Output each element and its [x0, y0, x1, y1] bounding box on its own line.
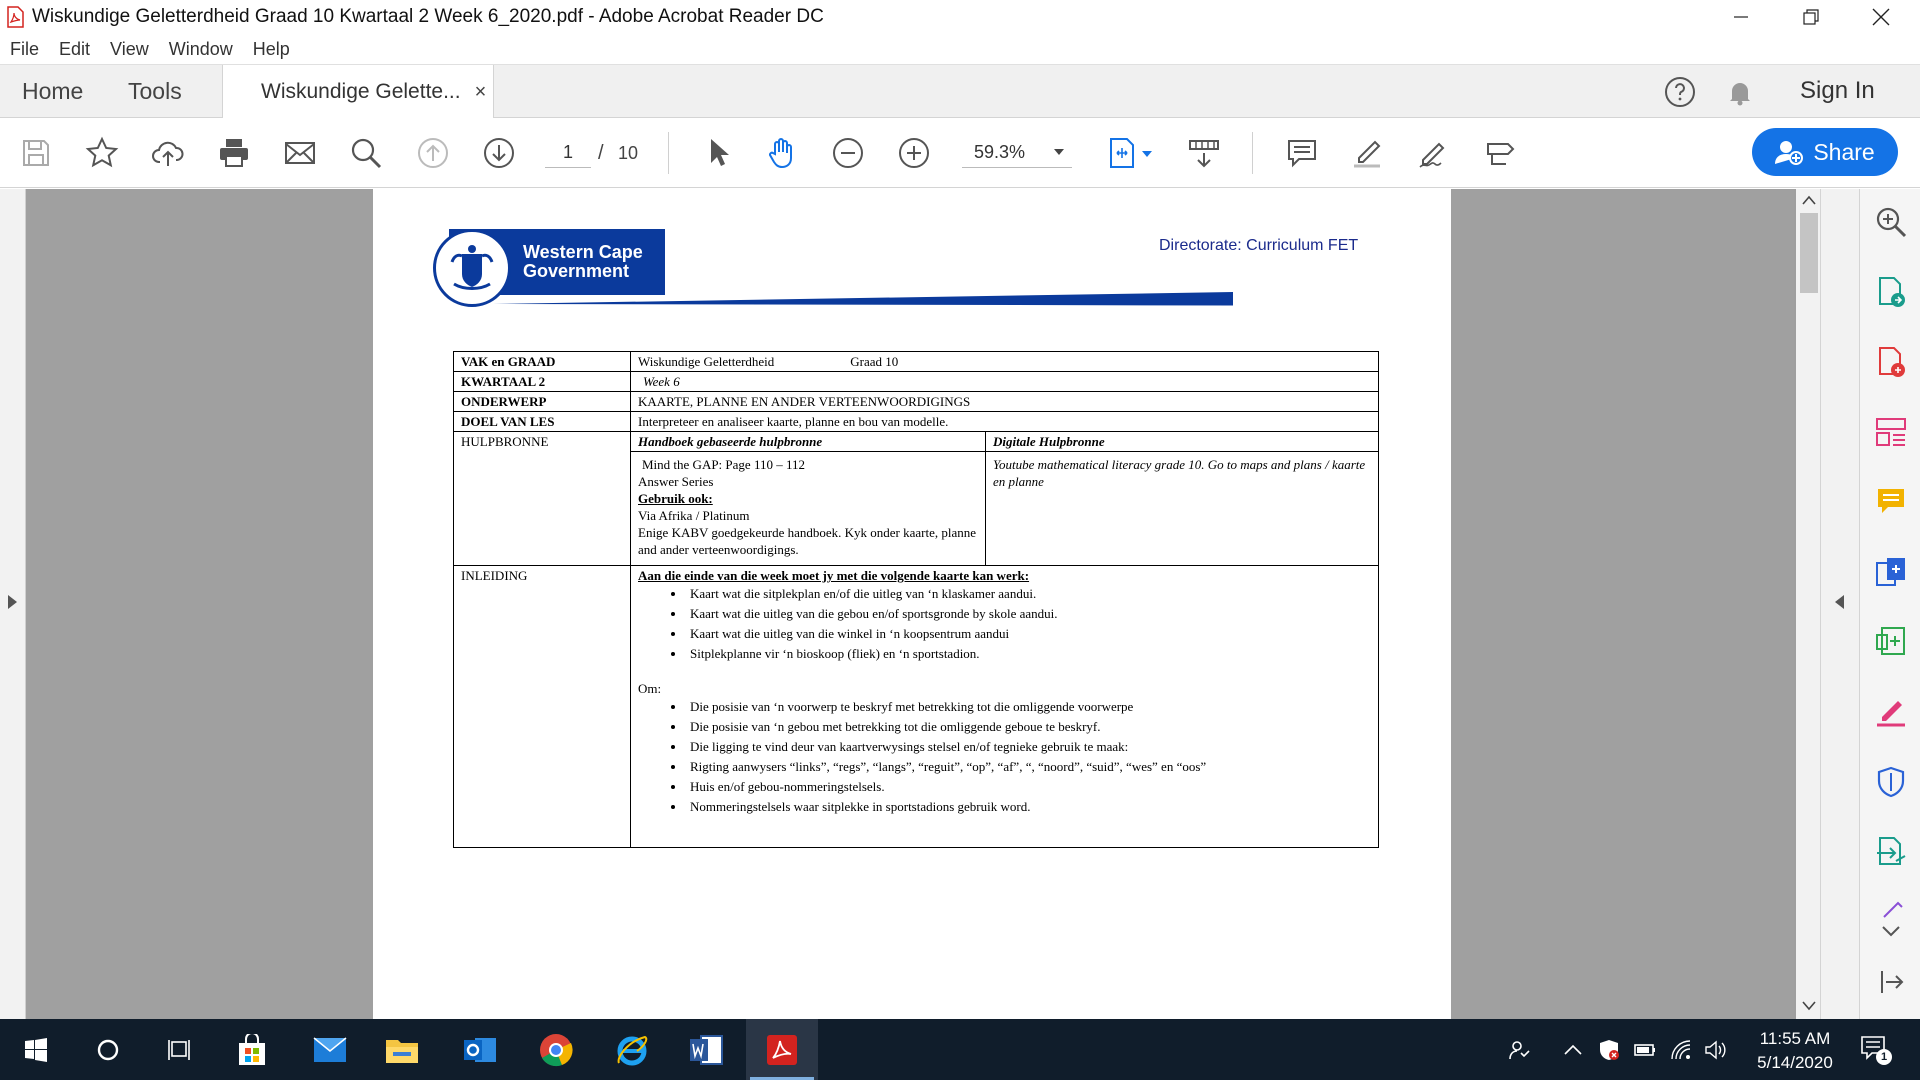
battery-icon[interactable] — [1634, 1039, 1656, 1061]
zoom-level-value: 59.3% — [974, 142, 1026, 162]
list-item: • Huis en/of gebou-nommeringstelsels. — [686, 777, 1371, 797]
hand-tool-button[interactable] — [764, 135, 800, 171]
tools-icon — [1483, 136, 1517, 170]
chrome-icon — [539, 1033, 573, 1067]
combine-files-icon[interactable] — [1874, 555, 1908, 589]
intro-om: Om: — [638, 681, 662, 696]
scroll-up-icon[interactable] — [1800, 191, 1818, 209]
table-row — [454, 566, 1379, 848]
acrobat-app-icon — [6, 6, 24, 28]
search-icon — [349, 136, 383, 170]
arrow-down-circle-icon — [482, 136, 516, 170]
search-button[interactable] — [72, 1019, 144, 1080]
next-page-button[interactable] — [481, 135, 517, 171]
action-center-button[interactable] — [1860, 1035, 1890, 1065]
find-button[interactable] — [348, 135, 384, 171]
map-types-list — [686, 584, 1371, 664]
tab-tools[interactable]: Tools — [128, 78, 182, 104]
document-viewport[interactable] — [0, 189, 1820, 1019]
row-label: DOEL VAN LES — [454, 412, 631, 432]
fit-page-icon — [1105, 136, 1139, 170]
logo-text: Western Cape Government — [523, 242, 643, 281]
table-row — [454, 372, 1379, 392]
windows-taskbar — [0, 1019, 1920, 1080]
collapse-pane-icon[interactable] — [1874, 965, 1908, 999]
zoom-search-icon[interactable] — [1874, 205, 1908, 239]
fit-page-button[interactable] — [1104, 135, 1140, 171]
organize-pages-icon[interactable] — [1874, 415, 1908, 449]
row-label: ONDERWERP — [454, 392, 631, 412]
list-item: • Rigting aanwysers “links”, “regs”, “langs”, “reguit”, “op”, “af”, “, “noord”, “suid”, “wes” en “oos” — [686, 757, 1371, 777]
more-tools-button[interactable] — [1482, 135, 1518, 171]
resources-head-digital: Digitale Hulpbronne — [986, 432, 1379, 452]
zoom-in-button[interactable] — [896, 135, 932, 171]
taskbar-internet-explorer[interactable] — [596, 1019, 668, 1080]
comment-tool-icon[interactable] — [1874, 485, 1908, 519]
toolbar — [0, 118, 1920, 188]
outlook-icon — [463, 1034, 497, 1066]
scroll-down-icon[interactable] — [1800, 997, 1818, 1015]
create-pdf-icon[interactable] — [1874, 345, 1908, 379]
star-icon — [85, 136, 119, 170]
volume-icon[interactable] — [1704, 1039, 1726, 1061]
toolbar-divider — [1252, 132, 1253, 174]
folder-icon — [385, 1036, 419, 1064]
row-label: KWARTAAL 2 — [454, 372, 631, 392]
signature-pen-icon — [1417, 136, 1451, 170]
fit-page-dropdown-icon[interactable] — [1142, 151, 1152, 157]
mail-icon — [313, 1037, 347, 1063]
menu-file[interactable]: File — [10, 38, 40, 59]
row-label: INLEIDING — [454, 566, 631, 848]
table-row — [454, 352, 1379, 372]
upload-button[interactable] — [150, 135, 186, 171]
protect-shield-icon[interactable] — [1874, 765, 1908, 799]
sign-in-link[interactable]: Sign In — [1800, 77, 1875, 104]
sign-button[interactable] — [1416, 135, 1452, 171]
taskbar-store[interactable] — [216, 1019, 288, 1080]
help-icon[interactable] — [1664, 76, 1696, 108]
menu-window[interactable]: Window — [168, 38, 233, 59]
row-label: VAK en GRAAD — [454, 352, 631, 372]
title-bar — [0, 0, 1920, 34]
restore-button[interactable] — [1776, 0, 1846, 34]
minimize-icon — [1733, 9, 1749, 25]
menu-bar — [0, 34, 1920, 64]
save-icon — [19, 136, 53, 170]
wifi-icon[interactable] — [1670, 1039, 1692, 1061]
tab-home[interactable]: Home — [22, 78, 84, 104]
cloud-upload-icon — [151, 136, 185, 170]
taskbar-file-explorer[interactable] — [366, 1019, 438, 1080]
vertical-scrollbar[interactable] — [1796, 189, 1820, 1019]
close-icon — [1872, 8, 1890, 26]
taskbar-outlook[interactable] — [444, 1019, 516, 1080]
taskbar-acrobat[interactable] — [746, 1019, 818, 1080]
right-pane-toggle[interactable] — [1820, 189, 1859, 1019]
share-label: Share — [1813, 138, 1875, 165]
printer-icon — [217, 136, 251, 170]
clock-time: 11:55 AM — [1759, 1029, 1831, 1048]
introduction-content — [631, 566, 1379, 848]
acrobat-reader-icon — [765, 1034, 799, 1066]
share-button[interactable] — [1752, 128, 1898, 176]
arrow-up-circle-icon — [416, 136, 450, 170]
toolbar-divider — [668, 132, 669, 174]
cursor-arrow-icon — [701, 136, 735, 170]
list-item: • Die posisie van ‘n gebou met betrekking tot die omliggende geboue te beskryf. — [686, 717, 1371, 737]
previous-page-button[interactable] — [415, 135, 451, 171]
scrollbar-thumb[interactable] — [1800, 213, 1818, 293]
lesson-table — [453, 351, 1379, 848]
menu-help[interactable]: Help — [252, 38, 290, 59]
comment-icon — [1285, 136, 1319, 170]
minus-circle-icon — [831, 136, 865, 170]
word-icon — [689, 1034, 723, 1066]
plus-circle-icon — [897, 136, 931, 170]
pdf-page — [373, 189, 1451, 1019]
notification-count-badge: 1 — [1876, 1049, 1892, 1065]
close-window-button[interactable] — [1846, 0, 1916, 34]
send-for-review-icon[interactable] — [1874, 835, 1908, 869]
task-view-button[interactable] — [144, 1019, 216, 1080]
collapse-right-icon — [1835, 595, 1844, 609]
page-total: 10 — [618, 143, 639, 163]
fill-sign-icon[interactable] — [1874, 695, 1908, 729]
highlight-button[interactable] — [1350, 135, 1386, 171]
envelope-icon — [283, 136, 317, 170]
add-user-icon — [1775, 139, 1803, 165]
cortana-circle-icon — [96, 1038, 120, 1062]
tab-bar — [0, 64, 1920, 118]
list-item: • Die ligging te vind deur van kaartverwysings stelsel en/of tegnieke gebruik te maak: — [686, 737, 1371, 757]
logo-subtitle: Education — [523, 295, 577, 309]
left-panel-toggle[interactable] — [0, 189, 26, 1019]
taskbar-chrome[interactable] — [520, 1019, 592, 1080]
table-row — [454, 392, 1379, 412]
internet-explorer-icon — [615, 1033, 649, 1067]
taskbar-mail[interactable] — [294, 1019, 366, 1080]
menu-edit[interactable]: Edit — [59, 38, 91, 59]
more-tools-partial-icon[interactable] — [1874, 899, 1908, 919]
list-item: • Kaart wat die uitleg van die winkel in ‘n koopsentrum aandui — [686, 624, 1371, 644]
chevron-down-icon[interactable] — [1874, 921, 1908, 943]
list-item: • Kaart wat die uitleg van die gebou en/of sportsgronde by skole aandui. — [686, 604, 1371, 624]
list-item: • Sitplekplanne vir ‘n bioskoop (fliek) en ‘n sportstadion. — [686, 644, 1371, 664]
menu-view[interactable]: View — [110, 38, 149, 59]
row-value: KAARTE, PLANNE EN ANDER VERTEENWOORDIGINGS — [631, 392, 1379, 412]
taskbar-word[interactable] — [670, 1019, 742, 1080]
task-view-icon — [167, 1038, 193, 1062]
row-value: Interpreteer en analiseer kaarte, planne en bou van modelle. — [631, 412, 1379, 432]
row-label: HULPBRONNE — [454, 432, 631, 566]
table-row — [454, 432, 1379, 452]
tab-document[interactable] — [222, 65, 494, 119]
zoom-level-dropdown[interactable] — [962, 136, 1072, 168]
compress-pdf-icon[interactable] — [1874, 625, 1908, 659]
page-separator: / — [598, 142, 604, 164]
export-pdf-icon[interactable] — [1874, 275, 1908, 309]
print-button[interactable] — [216, 135, 252, 171]
clock-date: 5/14/2020 — [1757, 1053, 1833, 1072]
list-item: • Kaart wat die sitplekplan en/of die uitleg van ‘n klaskamer aandui. — [686, 584, 1371, 604]
start-button[interactable] — [0, 1019, 72, 1080]
row-value: Wiskundige Geletterdheid Graad 10 — [631, 352, 1379, 372]
comment-button[interactable] — [1284, 135, 1320, 171]
system-clock[interactable] — [1740, 1027, 1850, 1075]
tab-close-button[interactable]: × — [474, 80, 487, 103]
scroll-mode-icon — [1187, 136, 1221, 170]
resources-digital: Youtube mathematical literacy grade 10. Go to maps and plans / kaarte en planne — [986, 452, 1379, 566]
page-number-input[interactable]: 1 — [545, 136, 591, 168]
chevron-down-icon — [1054, 149, 1064, 155]
minimize-button[interactable] — [1706, 0, 1776, 34]
list-item: • Nommeringstelsels waar sitplekke in sportstadions gebruik word. — [686, 797, 1371, 817]
resources-head-textbook: Handboek gebaseerde hulpbronne — [631, 432, 986, 452]
restore-icon — [1803, 9, 1819, 25]
zoom-out-button[interactable] — [830, 135, 866, 171]
directorate-heading: Directorate: Curriculum FET — [1159, 237, 1359, 254]
row-value: Week 6 — [631, 372, 1379, 392]
chevron-up-icon[interactable] — [1562, 1039, 1584, 1061]
window-title: Wiskundige Geletterdheid Graad 10 Kwartaal 2 Week 6_2020.pdf - Adobe Acrobat Reader DC — [32, 6, 824, 27]
people-icon[interactable] — [1508, 1039, 1530, 1061]
security-shield-icon[interactable] — [1598, 1039, 1620, 1061]
expand-left-icon — [8, 595, 17, 609]
scroll-mode-button[interactable] — [1186, 135, 1222, 171]
store-bag-icon — [235, 1034, 269, 1066]
header-swoosh — [493, 283, 1233, 307]
tab-document-label: Wiskundige Gelette... — [261, 80, 461, 103]
resources-textbook: Mind the GAP: Page 110 – 112 Answer Series Gebruik ook: Via Afrika / Platinum Enige KABV goedgekeurde handboek. Kyk onder kaarte, planne and ander verteenwoordigings. — [631, 452, 986, 566]
list-item: • Die posisie van ‘n voorwerp te beskryf met betrekking tot die omliggende voorwerpe — [686, 697, 1371, 717]
tools-pane — [1859, 189, 1920, 1019]
hand-icon — [765, 136, 799, 170]
email-button[interactable] — [282, 135, 318, 171]
pen-icon — [1351, 136, 1385, 170]
windows-logo-icon — [24, 1038, 48, 1062]
notifications-bell-icon[interactable] — [1724, 76, 1756, 108]
select-tool-button[interactable] — [700, 135, 736, 171]
intro-heading: Aan die einde van die week moet jy met die volgende kaarte kan werk: — [638, 568, 1030, 583]
bookmark-button[interactable] — [84, 135, 120, 171]
objectives-list — [686, 697, 1371, 817]
save-button[interactable] — [18, 135, 54, 171]
table-row — [454, 412, 1379, 432]
